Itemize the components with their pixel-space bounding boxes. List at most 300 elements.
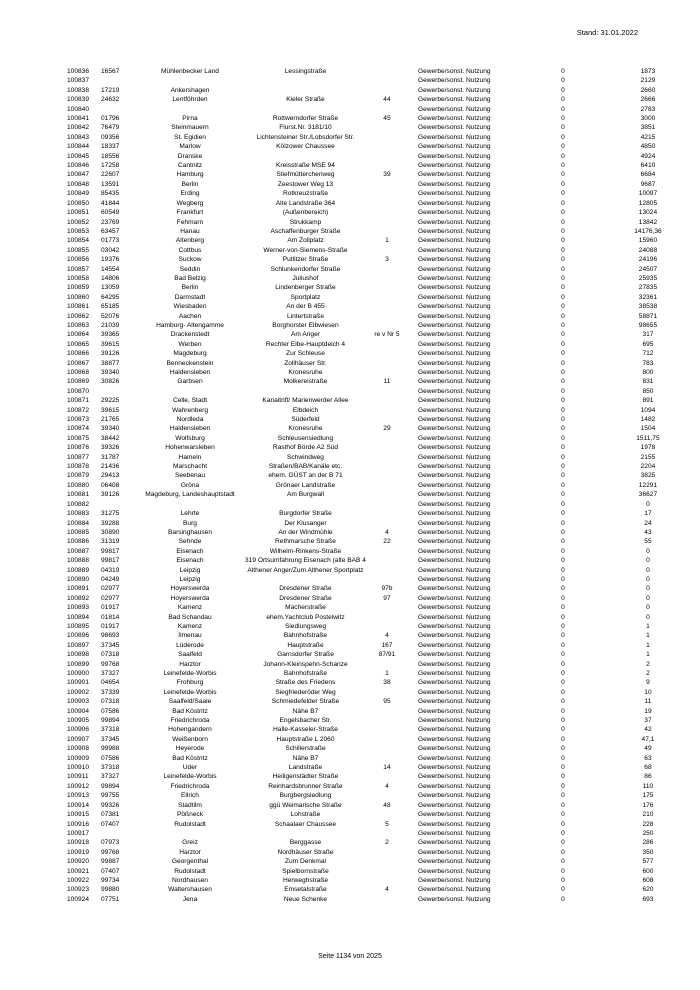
street: Bahnhofstraße [283,670,328,677]
table-row [67,735,698,744]
city: Hanau [180,227,200,235]
street: Straße des Friedens [275,679,336,687]
row-id: 100851 [67,209,90,217]
spacer-cell [408,161,418,170]
flag-value: 0 [561,227,565,235]
city: Mühlenbecker Land [161,68,219,75]
spacer-cell [408,434,418,443]
postal-code: 07586 [101,707,120,715]
house-number: 4 [385,632,389,640]
spacer-cell [408,208,418,217]
table-row [67,453,698,462]
spacer-cell [408,716,418,725]
flag-value: 0 [561,199,565,207]
postal-code: 02977 [101,594,120,602]
postal-code: 07318 [101,698,120,706]
postal-code: 65185 [101,303,120,311]
row-id: 100923 [67,886,90,894]
usage-type: Gewerbe/sonst. Nutzung [417,886,491,894]
flag-value: 0 [561,547,565,555]
city: Cantnitz [177,162,203,170]
street: (Außenbereich) [282,209,329,217]
postal-code: 76479 [101,124,120,132]
usage-type: Gewerbe/sonst. Nutzung [417,876,491,884]
area-value: 0 [646,575,650,583]
spacer-cell [408,265,418,274]
house-number [366,716,408,725]
postal-code: 01814 [101,613,120,621]
usage-type: Gewerbe/sonst. Nutzung [417,434,491,442]
house-number: 1 [385,237,389,245]
street: Dresdener Straße [279,585,332,593]
flag-value: 0 [561,237,565,245]
area-value: 577 [642,858,654,866]
flag-value: 0 [561,491,565,499]
row-id: 100868 [67,369,90,376]
spacer-cell [408,471,418,480]
street: Althener Anger/Zum Althener Sportplatz [247,566,364,574]
house-number: 4 [385,782,389,790]
area-value: 12291 [638,481,658,489]
postal-code: 01917 [101,604,120,612]
city: Rudolstadt [174,820,206,828]
usage-type: Gewerbe/sonst. Nutzung [417,199,491,207]
house-number [366,293,408,302]
spacer-cell [408,537,418,546]
postal-code: 31787 [101,453,120,461]
street [245,387,366,396]
spacer-cell [408,650,418,659]
row-id: 100845 [67,152,90,160]
table-row [67,462,698,471]
row-id: 100887 [67,547,90,555]
city: Bad Belzig [174,274,206,282]
house-number [366,509,408,518]
area-value: 3825 [640,472,656,480]
usage-type: Gewerbe/sonst. Nutzung [417,359,491,367]
house-number [366,415,408,424]
spacer-cell [408,660,418,669]
area-value: 47,1 [641,735,655,743]
table-row [67,471,698,480]
area-value: 1 [646,632,650,640]
street: Schleusensiedlung [277,434,334,442]
city: Barsinghausen [168,528,212,536]
usage-type: Gewerbe/sonst. Nutzung [417,463,491,471]
table-row [67,820,698,829]
table-row [67,180,698,189]
house-number [366,876,408,885]
table-row [67,86,698,95]
spacer-cell [408,566,418,575]
city: Erding [180,190,200,198]
postal-code: 04319 [101,566,120,574]
area-value: 43 [644,528,652,536]
street: Werner-von-Siemens-Straße [263,246,348,254]
flag-value: 0 [561,472,565,480]
city: Hamburg [176,171,204,179]
street: Rechter Elbe-Hauptdeich 4 [265,340,346,348]
table-row [67,377,698,386]
table-row [67,189,698,198]
spacer-cell [408,415,418,424]
house-number [366,707,408,716]
area-value: 2129 [640,77,656,85]
flag-value: 0 [561,792,565,800]
street: Kronesruhe [288,425,323,433]
street: Schlunkendorfer Straße [270,265,341,273]
usage-type: Gewerbe/sonst. Nutzung [417,792,491,800]
row-id: 100848 [67,180,90,188]
house-number: 5 [385,820,389,828]
postal-code: 07407 [101,867,120,875]
city: Leinefelde-Worbis [163,773,217,781]
city: Leipzig [179,575,201,583]
house-number [366,772,408,781]
street: Zum Denkmal [284,858,326,866]
table-row [67,547,698,556]
flag-value: 0 [561,528,565,536]
spacer-cell [408,462,418,471]
row-id: 100855 [67,246,90,254]
row-id: 100888 [67,557,90,565]
area-value: 712 [642,350,654,358]
flag-value: 0 [561,519,565,527]
area-value: 0 [646,500,650,508]
city: Waltershausen [168,886,212,894]
flag-value: 0 [561,453,565,461]
usage-type: Gewerbe/sonst. Nutzung [417,735,491,743]
table-row [67,631,698,640]
postal-code: 37345 [101,735,120,743]
spacer-cell [408,547,418,556]
area-value: 36627 [638,491,658,499]
table-row [67,594,698,603]
spacer-cell [408,829,418,838]
area-value: 175 [642,792,654,800]
street: Stiefmütterchenweg [276,171,335,179]
street: Borghorster Elbwiesen [272,321,339,329]
row-id: 100883 [67,510,90,518]
house-number [366,575,408,584]
spacer-cell [408,133,418,142]
house-number [366,349,408,358]
flag-value: 0 [561,820,565,828]
spacer-cell [408,622,418,631]
city: Bad Schandau [168,613,212,621]
usage-type: Gewerbe/sonst. Nutzung [417,246,491,254]
postal-code: 99817 [101,557,120,565]
street: Schillerstraße [285,745,326,753]
city: Kamenz [177,604,203,612]
street: An der Windmühle [278,528,333,536]
usage-type: Gewerbe/sonst. Nutzung [417,557,491,565]
spacer-cell [408,744,418,753]
spacer-cell [408,782,418,791]
street: Zollhäuser Str. [284,359,327,367]
area-value: 250 [642,829,654,837]
postal-code: 29225 [101,397,120,405]
row-id: 100839 [67,96,90,104]
street: Neue Schenke [283,895,328,903]
flag-value: 0 [561,764,565,772]
area-value: 24088 [638,246,658,254]
flag-value: 0 [561,481,565,489]
house-number [366,265,408,274]
usage-type: Gewerbe/sonst. Nutzung [417,331,491,339]
flag-value: 0 [561,369,565,376]
house-number [366,142,408,151]
usage-type: Gewerbe/sonst. Nutzung [417,171,491,179]
postal-code: 22607 [101,171,120,179]
house-number [366,566,408,575]
table-row [67,763,698,772]
city: Steinmauern [171,124,209,132]
table-row [67,67,698,76]
flag-value: 0 [561,331,565,339]
area-value: 9 [646,679,650,687]
flag-value: 0 [561,133,565,141]
usage-type: Gewerbe/sonst. Nutzung [417,782,491,790]
postal-code: 39615 [101,340,120,348]
area-value: 1873 [640,68,656,75]
street: Kronesruhe [288,369,323,376]
flag-value: 0 [561,246,565,254]
area-value: 1 [646,622,650,630]
flag-value: 0 [561,698,565,706]
spacer-cell [408,283,418,292]
city: Ilmenau [178,632,202,640]
house-number [366,603,408,612]
row-id: 100901 [67,679,90,687]
usage-type: Gewerbe/sonst. Nutzung [417,622,491,630]
city [135,76,245,85]
spacer-cell [408,293,418,302]
table-row [67,528,698,537]
postal-code: 01917 [101,622,120,630]
table-row [67,114,698,123]
flag-value: 0 [561,632,565,640]
house-number [366,302,408,311]
flag-value: 0 [561,538,565,546]
postal-code: 13059 [101,284,120,292]
spacer-cell [408,227,418,236]
flag-value: 0 [561,510,565,518]
area-value: 32361 [638,293,658,301]
spacer-cell [408,95,418,104]
area-value: 37 [644,717,652,725]
area-value: 4924 [640,152,656,160]
flag-value: 0 [561,848,565,856]
row-id: 100908 [67,745,90,753]
row-id: 100924 [67,895,90,903]
postal-code: 09356 [101,133,120,141]
table-row [67,255,698,264]
spacer-cell [408,359,418,368]
postal-code: 99755 [101,792,120,800]
area-value: 2155 [640,453,656,461]
row-id: 100877 [67,453,90,461]
row-id: 100892 [67,594,90,602]
spacer-cell [408,490,418,499]
table-row [67,838,698,847]
city: St. Egidien [174,133,206,141]
spacer-cell [408,556,418,565]
usage-type: Gewerbe/sonst. Nutzung [417,528,491,536]
spacer-cell [408,170,418,179]
usage-type: Gewerbe/sonst. Nutzung [417,340,491,348]
table-row [67,340,698,349]
house-number: 87/91 [378,651,396,659]
table-row [67,895,698,904]
city: Wahrenberg [171,406,209,414]
spacer-cell [408,321,418,330]
row-id: 100896 [67,632,90,640]
flag-value: 0 [561,86,565,94]
city: Sehnde [178,538,202,546]
house-number [366,725,408,734]
street: Garnsdorfer Straße [277,651,334,659]
house-number [366,481,408,490]
area-value: 24507 [638,265,658,273]
house-number [366,500,408,509]
street: Strukkamp [289,218,322,226]
usage-type: Gewerbe/sonst. Nutzung [417,820,491,828]
postal-code: 07973 [101,839,120,847]
spacer-cell [408,725,418,734]
area-value: 1 [646,651,650,659]
postal-code: 30826 [101,378,120,386]
flag-value: 0 [561,604,565,612]
street: Siegfriederöder Weg [275,688,336,696]
table-row [67,161,698,170]
usage-type: Gewerbe/sonst. Nutzung [417,86,491,94]
postal-code: 21039 [101,321,120,329]
area-value: 15960 [638,237,658,245]
flag-value: 0 [561,284,565,292]
postal-code: 99734 [101,876,120,884]
table-row [67,697,698,706]
row-id: 100917 [67,829,90,837]
row-id: 100850 [67,199,90,207]
flag-value: 0 [561,293,565,301]
row-id: 100864 [67,331,90,339]
usage-type: Gewerbe/sonst. Nutzung [417,481,491,489]
street: ehem. GÜST an der B 71 [268,472,343,480]
city: Saalfeld/Saale [168,698,212,706]
postal-code: 39340 [101,369,120,376]
postal-code: 14806 [101,274,120,282]
house-number [366,556,408,565]
table-row [67,443,698,452]
usage-type: Gewerbe/sonst. Nutzung [417,604,491,612]
spacer-cell [408,274,418,283]
spacer-cell [408,838,418,847]
spacer-cell [408,669,418,678]
area-value: 2 [646,670,650,677]
row-id: 100911 [67,773,89,781]
house-number: 1 [385,670,389,677]
table-row [67,660,698,669]
flag-value: 0 [561,660,565,668]
usage-type: Gewerbe/sonst. Nutzung [417,688,491,696]
table-row [67,218,698,227]
postal-code: 31275 [101,510,120,518]
street: Nähe B7 [292,707,319,715]
spacer-cell [408,678,418,687]
row-id: 100912 [67,782,90,790]
flag-value: 0 [561,321,565,329]
area-value: 0 [646,604,650,612]
street: Siedlungsweg [284,622,326,630]
row-id: 100837 [67,77,90,85]
flag-value: 0 [561,397,565,405]
street: Heiligenstädter Straße [272,773,339,781]
house-number [366,274,408,283]
street: Halle-Kasseler-Straße [273,726,338,734]
table-row [67,876,698,885]
postal-code: 18337 [101,143,120,151]
house-number [366,895,408,904]
row-id: 100852 [67,218,90,226]
row-id: 100853 [67,227,90,235]
area-value: 10097 [638,190,658,198]
table-row [67,566,698,575]
city: Bad Köstritz [172,754,208,762]
row-id: 100898 [67,651,90,659]
postal-code: 01773 [101,237,120,245]
spacer-cell [408,330,418,339]
house-number [366,152,408,161]
postal-code: 38877 [101,359,120,367]
street: Der Klusanger [284,519,327,527]
flag-value: 0 [561,867,565,875]
row-id: 100913 [67,792,90,800]
city: Eisenach [176,547,204,555]
area-value: 6684 [640,171,656,179]
street: Landstraße [288,764,323,772]
table-row [67,359,698,368]
street: Nordhäuser Straße [277,848,334,856]
table-row [67,622,698,631]
area-value: 620 [642,886,654,894]
city: Haldensleben [169,369,211,376]
house-number [366,829,408,838]
city: Burg [183,519,197,527]
flag-value: 0 [561,387,565,395]
postal-code: 31319 [101,538,120,546]
house-number: 39 [383,171,391,179]
row-id: 100871 [67,397,90,405]
postal-code: 99894 [101,782,120,790]
house-number [366,547,408,556]
table-row [67,650,698,659]
usage-type: Gewerbe/sonst. Nutzung [417,397,491,405]
house-number [366,462,408,471]
postal-code: 99817 [101,547,120,555]
spacer-cell [408,312,418,321]
postal-code: 04654 [101,679,120,687]
street: Schwindweg [286,453,324,461]
city: Hohengandern [168,726,212,734]
area-value: 4850 [640,143,656,151]
row-id: 100860 [67,293,90,301]
table-row [67,716,698,725]
flag-value: 0 [561,96,565,104]
area-value: 210 [642,811,654,819]
house-number: 97b [381,585,393,593]
spacer-cell [408,584,418,593]
